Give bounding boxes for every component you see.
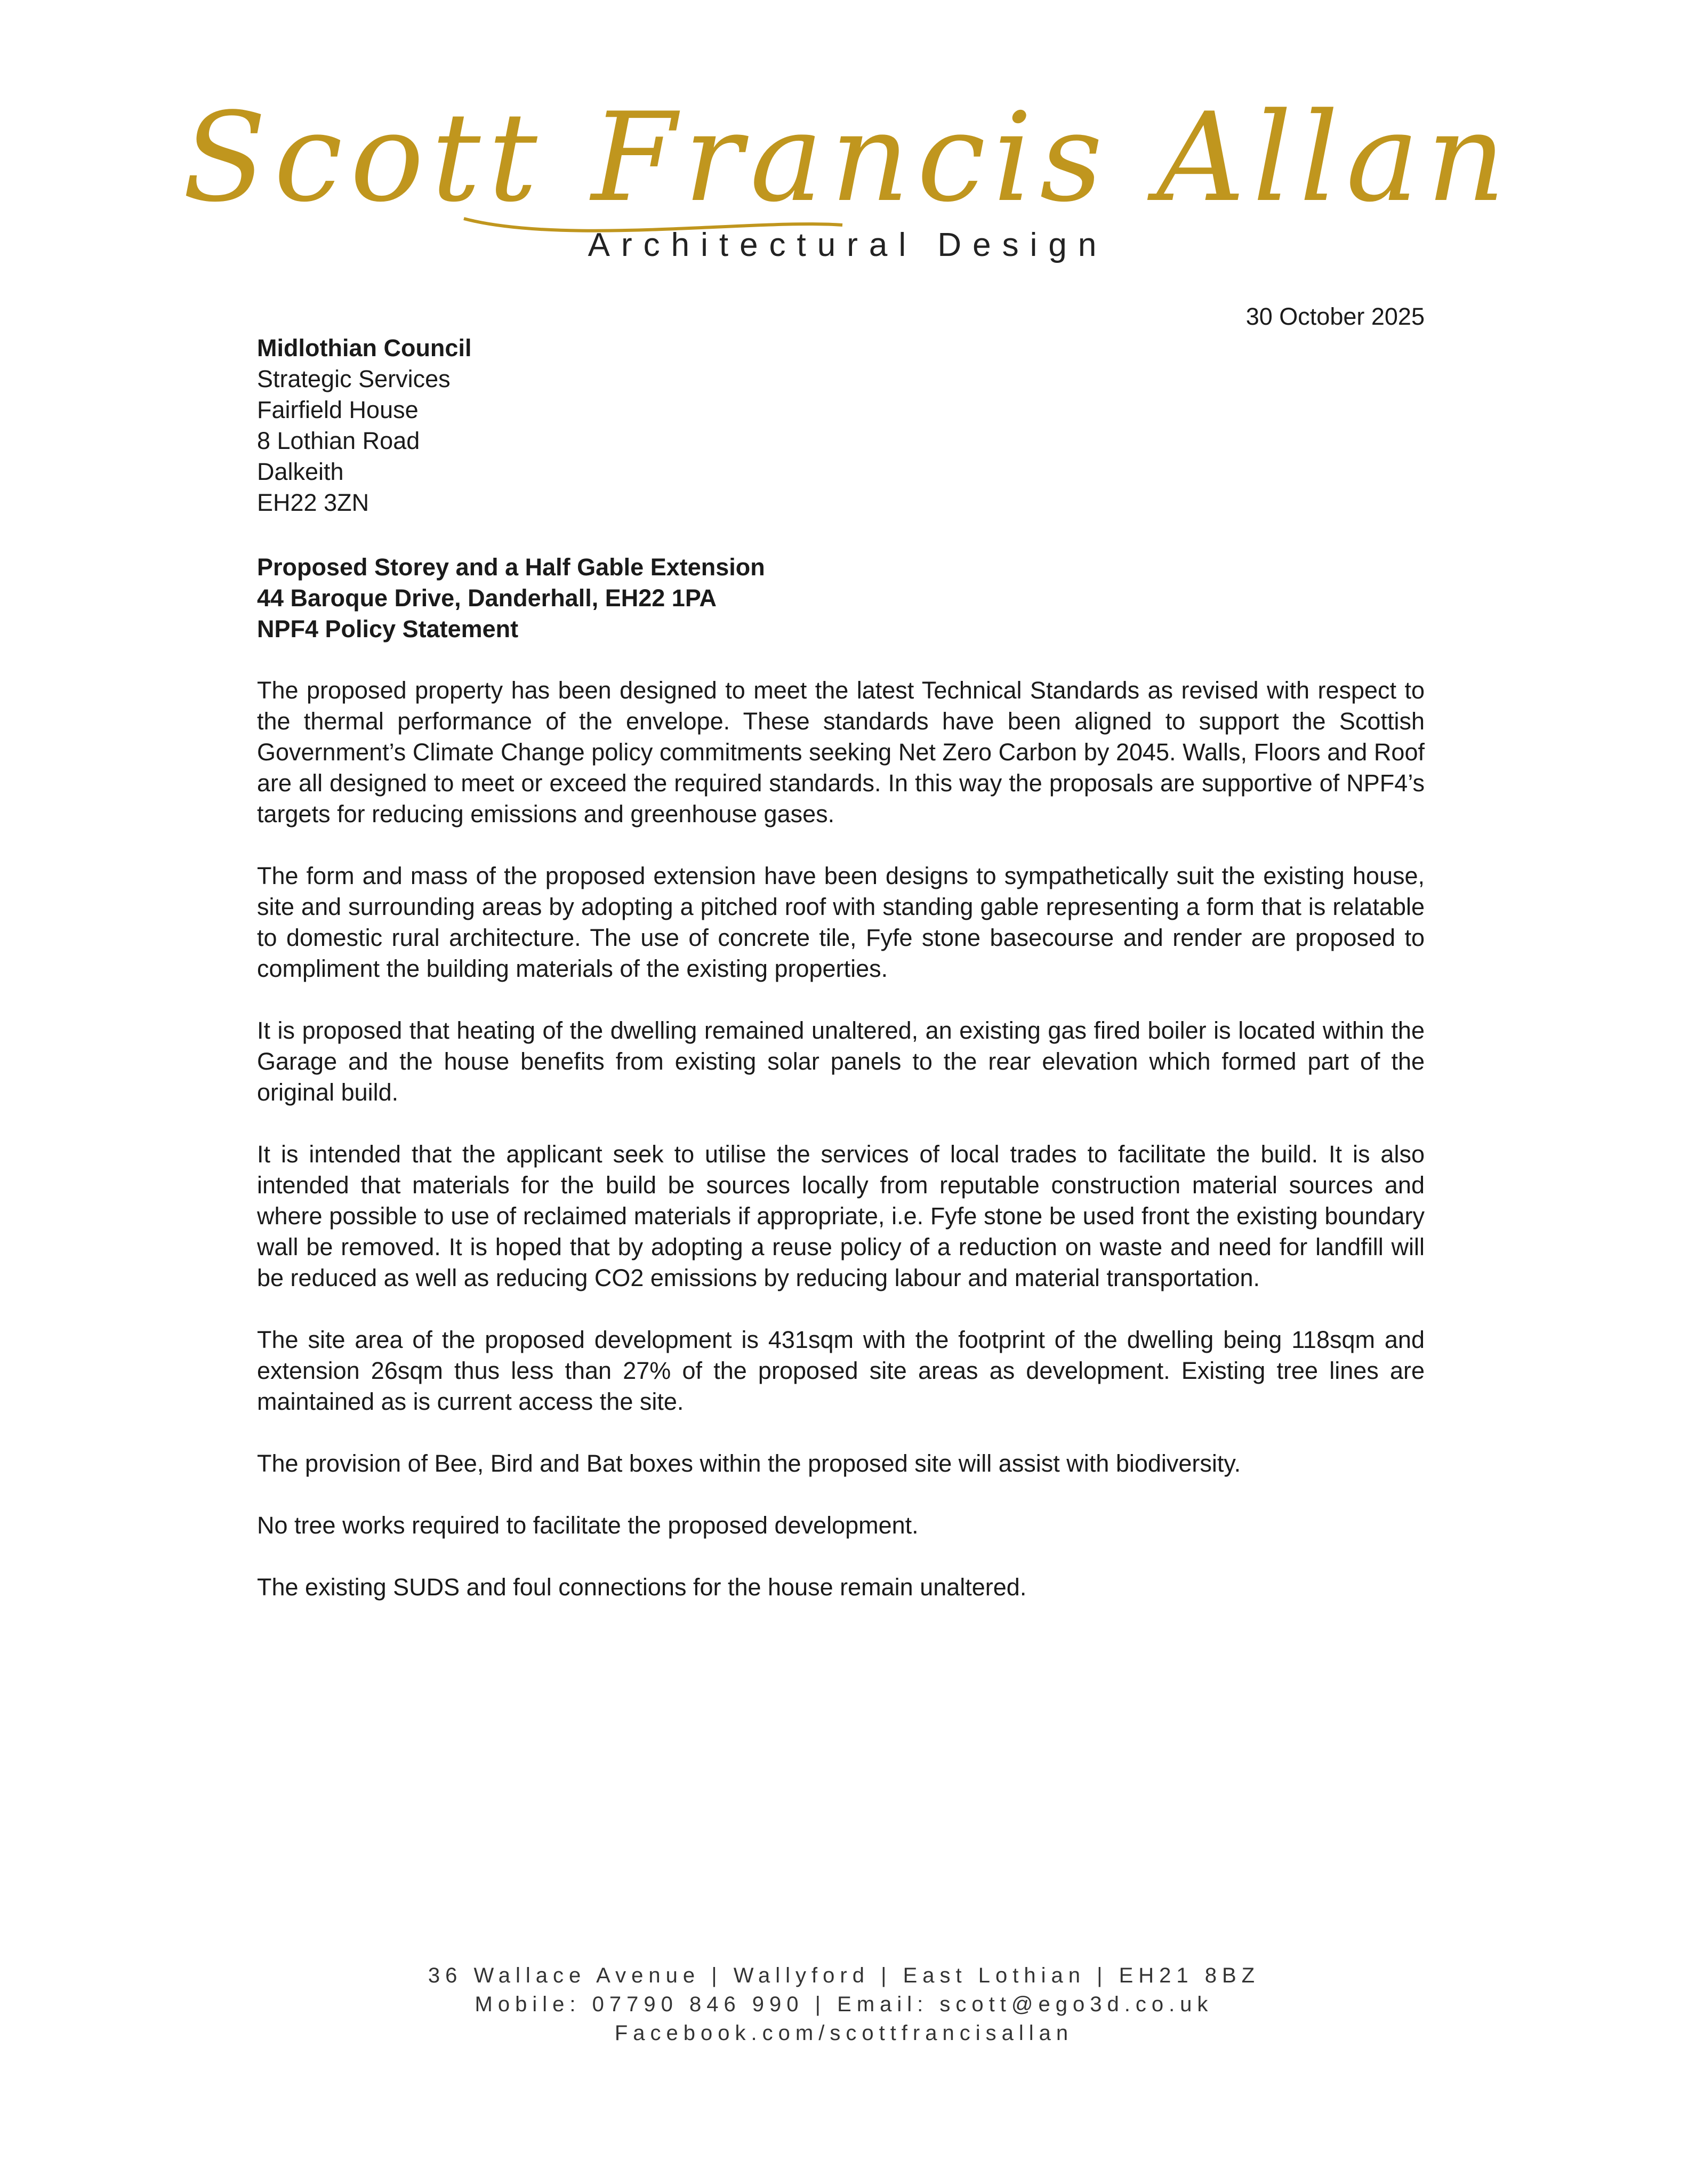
letter-body xyxy=(257,675,1425,1634)
footer-contact: Mobile: 07790 846 990 | Email: scott@ego3d.co.uk xyxy=(475,1993,1213,2016)
letter-subject xyxy=(257,552,1430,645)
address-line: Strategic Services xyxy=(257,365,451,392)
subject-line: Proposed Storey and a Half Gable Extension xyxy=(257,553,765,581)
footer-address: 36 Wallace Avenue | Wallyford | East Lothian | EH21 8BZ xyxy=(428,1964,1260,1987)
recipient-name: Midlothian Council xyxy=(257,334,472,362)
address-line: Dalkeith xyxy=(257,458,344,485)
body-paragraph: It is proposed that heating of the dwelling remained unaltered, an existing gas fired boiler is located within the Garage and the house benefits from existing solar panels to the rear elevation which formed part of the original build. xyxy=(257,1017,1425,1106)
logo-name: Scott Francis Allan xyxy=(182,87,1513,229)
body-paragraph: It is intended that the applicant seek to utilise the services of local trades to facilitate the build. It is also intended that materials for the build be sources locally from reputable construction material sources and where possible to use of reclaimed materials if appropriate, i.e. Fyfe stone be used front the existing boundary wall be removed. It is hoped that by adopting a reuse policy of a reduction on waste and need for landfill will be reduced as well as reducing CO2 emissions by reducing labour and material transportation. xyxy=(257,1141,1425,1291)
logo-tagline: Architectural Design xyxy=(588,227,1108,263)
recipient-address xyxy=(257,333,897,518)
body-paragraph: The proposed property has been designed to meet the latest Technical Standards as revised with respect to the thermal performance of the envelope. These standards have been aligned to support the Scottish Government’s Climate Change policy commitments seeking Net Zero Carbon by 2045. Walls, Floors and Roof are all designed to meet or exceed the required standards. In this way the proposals are supportive of NPF4’s targets for reducing emissions and greenhouse gases. xyxy=(257,677,1425,828)
subject-line: NPF4 Policy Statement xyxy=(257,615,519,643)
subject-line: 44 Baroque Drive, Danderhall, EH22 1PA xyxy=(257,584,717,612)
letterhead-logo xyxy=(182,85,1513,277)
letter-date: 30 October 2025 xyxy=(1245,303,1425,330)
letter-footer xyxy=(0,1961,1688,2048)
body-paragraph: The site area of the proposed development is 431sqm with the footprint of the dwelling being 118sqm and extension 26sqm thus less than 27% of the proposed site areas as development. Existing tree lines are maintained as is current access the site. xyxy=(257,1326,1425,1415)
address-line: EH22 3ZN xyxy=(257,489,369,516)
body-paragraph: The form and mass of the proposed extension have been designs to sympathetically suit the existing house, site and surrounding areas by adopting a pitched roof with standing gable representing a form that is relatable to domestic rural architecture. The use of concrete tile, Fyfe stone basecourse and render are proposed to compliment the building materials of the existing properties. xyxy=(257,862,1425,982)
address-line: 8 Lothian Road xyxy=(257,427,420,454)
body-paragraph: No tree works required to facilitate the proposed development. xyxy=(257,1512,919,1539)
body-paragraph: The provision of Bee, Bird and Bat boxes within the proposed site will assist with biodiversity. xyxy=(257,1450,1241,1477)
body-paragraph: The existing SUDS and foul connections for the house remain unaltered. xyxy=(257,1573,1027,1601)
address-line: Fairfield House xyxy=(257,396,419,423)
footer-social: Facebook.com/scottfrancisallan xyxy=(614,2021,1074,2045)
